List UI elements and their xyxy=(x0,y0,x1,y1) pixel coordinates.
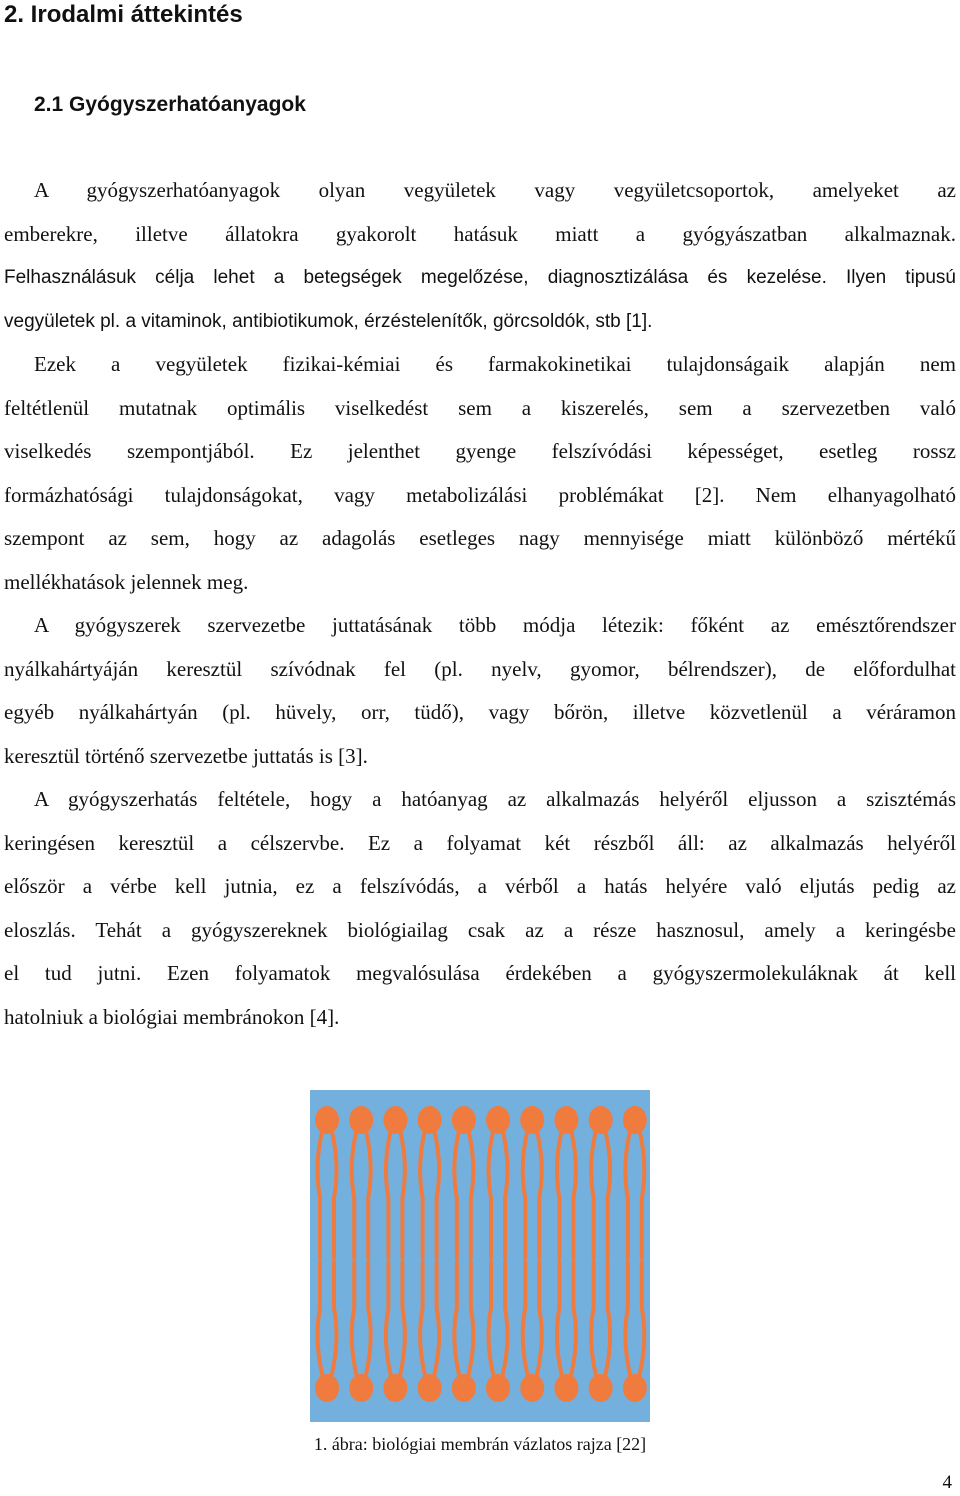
text-line: formázhatósági tulajdonságokat, vagy metabolizálási problémákat [2]. Nem elhanyagolható xyxy=(4,482,956,507)
lipid-head xyxy=(486,1374,510,1402)
membrane-diagram xyxy=(310,1090,650,1422)
text-line: először a vérbe kell jutnia, ez a felszívódás, a vérből a hatás helyére való eljutás pedig az xyxy=(4,874,956,898)
text-line: hatolniuk a biológiai membránokon [4]. xyxy=(4,1004,340,1029)
text-line: A gyógyszerek szervezetbe juttatásának több módja létezik: főként az emésztőrendszer xyxy=(34,613,956,637)
lipid-head xyxy=(383,1374,407,1402)
lipid-head xyxy=(418,1106,442,1134)
text-line: eloszlás. Tehát a gyógyszereknek biológiailag csak az a része hasznosul, amely a keringésbe xyxy=(4,917,956,942)
lipid-head xyxy=(589,1374,613,1402)
lipid-head xyxy=(554,1374,578,1402)
text-line: keresztül történő szervezetbe juttatás is [3]. xyxy=(4,743,368,768)
lipid-head xyxy=(623,1374,647,1402)
lipid-head xyxy=(623,1106,647,1134)
lipid-head xyxy=(349,1106,373,1134)
lipid-head xyxy=(383,1106,407,1134)
lipid-head xyxy=(452,1106,476,1134)
lipid-head xyxy=(452,1374,476,1402)
membrane-figure xyxy=(310,1090,650,1422)
paragraph-4 xyxy=(4,778,956,1039)
text-line: A gyógyszerhatás feltétele, hogy a hatóanyag az alkalmazás helyéről eljusson a szisztémás xyxy=(34,787,956,811)
lipid-head xyxy=(486,1106,510,1134)
text-line: feltétlenül mutatnak optimális viselkedést sem a kiszerelés, sem a szervezetben való xyxy=(4,395,956,420)
subsection-heading: 2.1 Gyógyszerhatóanyagok xyxy=(34,93,306,116)
text-line: mellékhatások jelennek meg. xyxy=(4,569,249,594)
lipid-head xyxy=(418,1374,442,1402)
paragraph-1 xyxy=(4,169,956,343)
lipid-head xyxy=(589,1106,613,1134)
section-heading: 2. Irodalmi áttekintés xyxy=(4,1,243,28)
figure-caption: 1. ábra: biológiai membrán vázlatos rajza [22] xyxy=(313,1434,647,1454)
lipid-head xyxy=(315,1374,339,1402)
paragraph-3 xyxy=(4,604,956,778)
text-line: egyéb nyálkahártyán (pl. hüvely, orr, tüdő), vagy bőrön, illetve közvetlenül a véráramon xyxy=(4,700,956,724)
body-text xyxy=(4,169,956,1039)
text-line: emberekre, illetve állatokra gyakorolt hatásuk miatt a gyógyászatban alkalmaznak. xyxy=(4,221,956,246)
membrane-background xyxy=(310,1090,650,1422)
text-line: nyálkahártyáján keresztül szívódnak fel (pl. nyelv, gyomor, bélrendszer), de előfordulhat xyxy=(4,656,956,681)
text-line: el tud jutni. Ezen folyamatok megvalósulása érdekében a gyógyszermolekuláknak át kell xyxy=(4,961,956,985)
page-number: 4 xyxy=(942,1472,952,1493)
text-line: Felhasználásuk célja lehet a betegségek megelőzése, diagnosztizálása és kezelése. Ilyen tipusú xyxy=(4,267,956,288)
lipid-head xyxy=(520,1374,544,1402)
text-line: keringésen keresztül a célszervbe. Ez a folyamat két részből áll: az alkalmazás helyéről xyxy=(4,830,956,855)
text-line: Ezek a vegyületek fizikai-kémiai és farmakokinetikai tulajdonságaik alapján nem xyxy=(34,352,956,376)
lipid-head xyxy=(349,1374,373,1402)
lipid-head xyxy=(520,1106,544,1134)
lipid-head xyxy=(315,1106,339,1134)
text-line: vegyületek pl. a vitaminok, antibiotikumok, érzéstelenítők, görcsoldók, stb [1]. xyxy=(4,310,653,332)
text-line: viselkedés szempontjából. Ez jelenthet gyenge felszívódási képességet, esetleg rossz xyxy=(4,439,956,463)
text-line: szempont az sem, hogy az adagolás esetleges nagy mennyisége miatt különböző mértékű xyxy=(4,526,956,550)
lipid-head xyxy=(554,1106,578,1134)
text-line: A gyógyszerhatóanyagok olyan vegyületek vagy vegyületcsoportok, amelyeket az xyxy=(34,178,956,202)
paragraph-2 xyxy=(4,343,956,604)
